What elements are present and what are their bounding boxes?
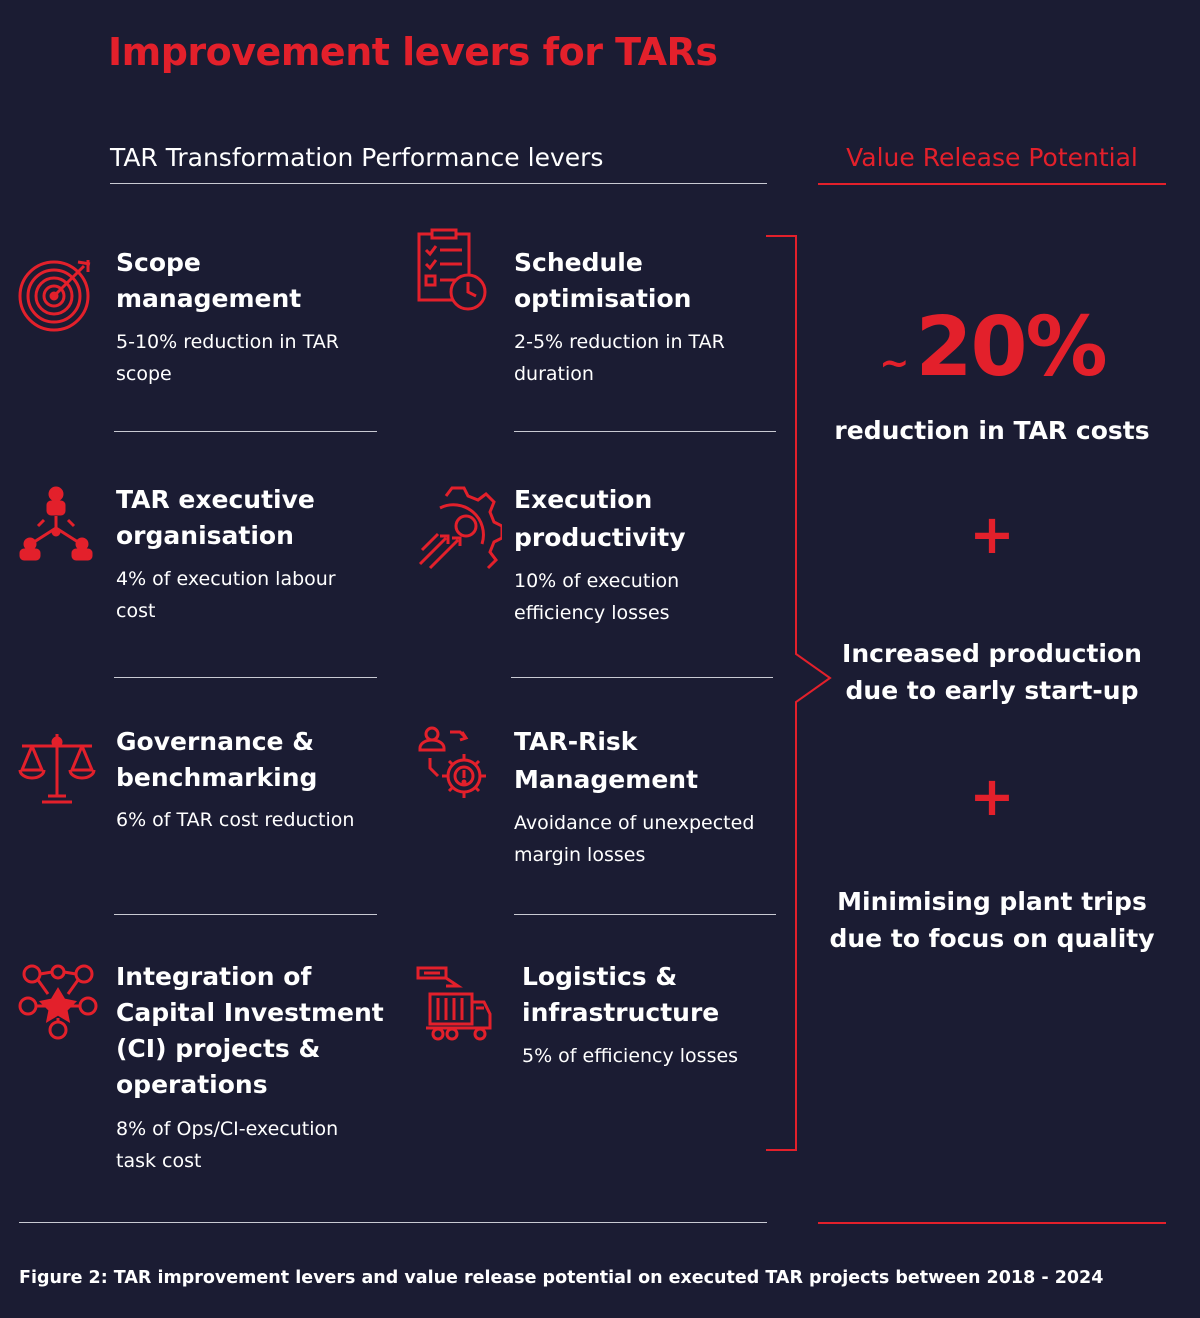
risk-gear-icon [416, 726, 496, 806]
divider [514, 431, 776, 432]
production-benefit: Increased production due to early start-up [842, 639, 1142, 705]
lever-risk-title: TAR-Risk Management [514, 727, 699, 794]
lever-scope-title: Scope management [116, 248, 302, 313]
savings-percent: 20% [915, 300, 1106, 395]
lever-organisation-title: TAR executive organisation [116, 485, 315, 550]
lever-integration-title: Integration of Capital Investment (CI) projects & operations [116, 962, 384, 1099]
footer-divider-right [818, 1222, 1166, 1224]
reduction-label: reduction in TAR costs [834, 416, 1150, 445]
divider [114, 677, 377, 678]
checklist-clock-icon [416, 228, 492, 314]
lever-scope-desc: 5-10% reduction in TAR scope [116, 331, 339, 385]
levers-header: TAR Transformation Performance levers [110, 143, 604, 172]
divider [114, 431, 377, 432]
divider [514, 914, 776, 915]
levers-header-divider [110, 183, 767, 184]
target-icon [18, 256, 94, 332]
page-title: Improvement levers for TARs [108, 30, 718, 74]
network-icon [18, 964, 98, 1040]
lever-schedule-title: Schedule optimisation [514, 248, 692, 313]
lever-productivity-title: Execution productivity [514, 485, 686, 552]
gear-arrows-icon [416, 486, 502, 570]
lever-logistics-title: Logistics & infrastructure [522, 962, 720, 1027]
lever-logistics-desc: 5% of efficiency losses [522, 1045, 739, 1067]
truck-icon [416, 964, 494, 1042]
trips-benefit: Minimising plant trips due to focus on quality [829, 887, 1155, 953]
plus-icon: + [969, 765, 1015, 828]
divider [511, 677, 773, 678]
approx-symbol: ~ [879, 343, 910, 384]
scales-icon [18, 732, 96, 806]
lever-organisation-desc: 4% of execution labour cost [116, 568, 336, 622]
value-header-divider [818, 183, 1166, 185]
figure-caption: Figure 2: TAR improvement levers and value release potential on executed TAR projects between 2018 - 2024 [19, 1268, 1104, 1288]
value-header: Value Release Potential [846, 143, 1138, 172]
plus-icon: + [969, 503, 1015, 566]
footer-divider-left [19, 1222, 767, 1223]
lever-productivity-desc: 10% of execution efficiency losses [514, 570, 680, 624]
lever-risk-desc: Avoidance of unexpected margin losses [514, 812, 755, 866]
savings-figure [820, 300, 1165, 395]
lever-governance-title: Governance & benchmarking [116, 727, 318, 792]
lever-integration-desc: 8% of Ops/CI-execution task cost [116, 1118, 339, 1172]
org-hierarchy-icon [16, 486, 96, 562]
lever-schedule-desc: 2-5% reduction in TAR duration [514, 331, 725, 385]
divider [114, 914, 377, 915]
lever-governance-desc: 6% of TAR cost reduction [116, 809, 355, 831]
